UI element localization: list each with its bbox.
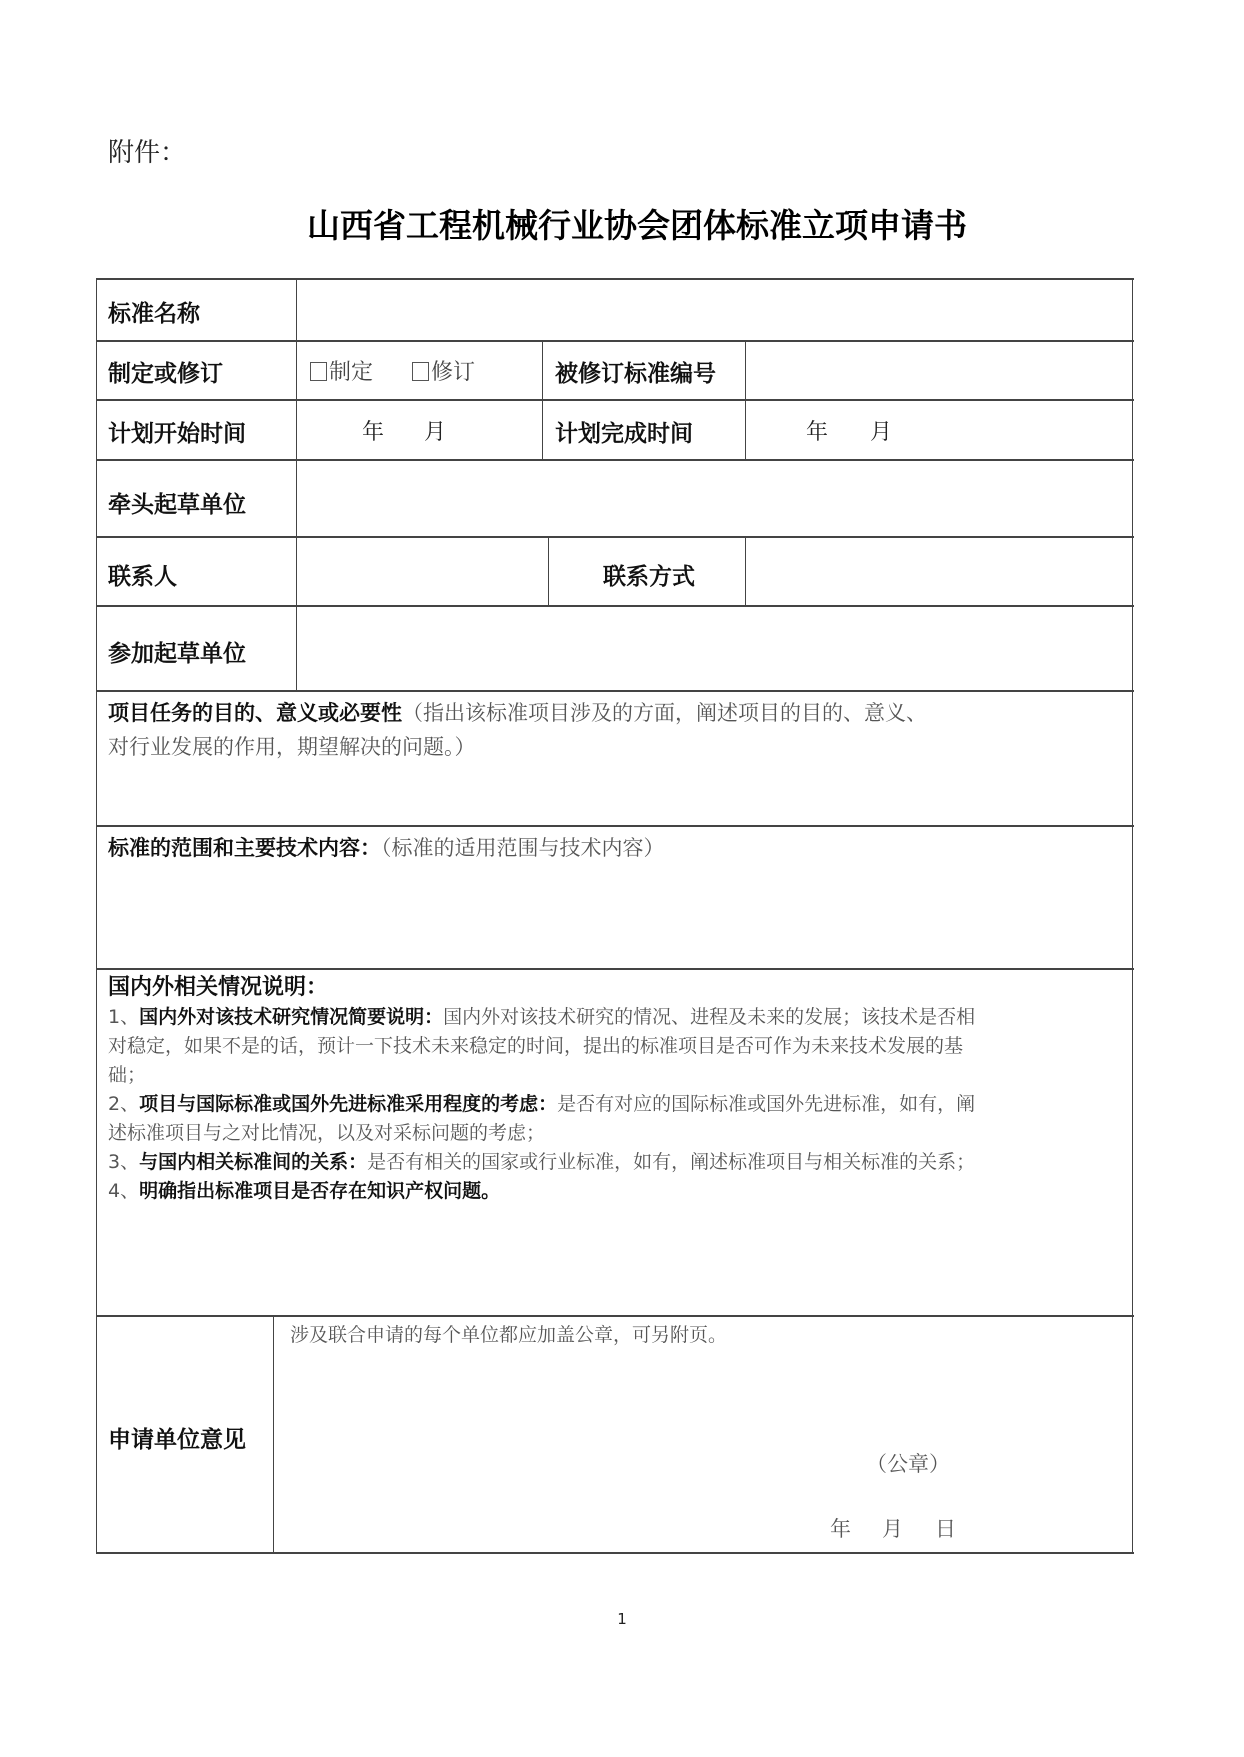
lead-unit-label: 牵头起草单位 (108, 492, 246, 518)
revised-std-no-field[interactable] (760, 355, 1120, 385)
scope-hint: （标准的适用范围与技术内容） (381, 836, 665, 860)
row-divider (96, 459, 1134, 461)
item-text: 础； (108, 1064, 147, 1086)
plan-start-label: 计划开始时间 (108, 421, 246, 447)
date-day[interactable]: 日 (935, 1517, 956, 1541)
row-divider (96, 536, 1134, 538)
row-divider (96, 690, 1134, 692)
date-year[interactable]: 年 (830, 1517, 851, 1541)
page-title (0, 200, 1244, 247)
row-divider (96, 968, 1134, 970)
scope-heading: 标准的范围和主要技术内容： (108, 836, 381, 860)
plan-start-year[interactable]: 年 (362, 420, 385, 445)
contact-person-label: 联系人 (108, 564, 177, 590)
item-bold: 项目与国际标准或国外先进标准采用程度的考虑： (139, 1093, 558, 1115)
item-bold: 国内外对该技术研究情况简要说明： (139, 1006, 444, 1028)
item-prefix: 2、 (108, 1093, 140, 1115)
item-prefix: 4、 (108, 1180, 140, 1202)
row-divider (96, 825, 1134, 827)
status-section[interactable] (108, 973, 1128, 1206)
status-item-3 (108, 1148, 1128, 1177)
row-divider (96, 605, 1134, 607)
col-divider (296, 278, 297, 690)
table-border-right (1132, 278, 1133, 1554)
purpose-hint-line1: （指出该标准项目涉及的方面，阐述项目的目的、意义、 (402, 701, 927, 725)
participating-units-label: 参加起草单位 (108, 641, 246, 667)
purpose-section[interactable] (108, 696, 1128, 764)
col-divider (745, 340, 746, 459)
table-border-left (96, 278, 97, 1554)
plan-start-month[interactable]: 月 (424, 420, 447, 445)
title-text: 山西省工程机械行业协会团体标准立项申请书 (307, 206, 967, 245)
option-revise-label: 修订 (431, 360, 476, 385)
opinion-field[interactable] (282, 1355, 1122, 1495)
plan-finish-month[interactable]: 月 (870, 420, 893, 445)
contact-method-field[interactable] (760, 548, 1120, 593)
seal-label: （公章） (866, 1452, 950, 1476)
item-prefix: 1、 (108, 1006, 140, 1028)
item-text: 是否有对应的国际标准或国外先进标准，如有，阐 (557, 1093, 976, 1115)
standard-name-field[interactable] (310, 295, 1120, 325)
option-formulate-label: 制定 (329, 360, 374, 385)
item-bold: 明确指出标准项目是否存在知识产权问题。 (139, 1180, 501, 1202)
item-prefix: 3、 (108, 1151, 140, 1173)
scope-section[interactable] (108, 831, 1128, 865)
formulate-or-revise-label: 制定或修订 (108, 361, 223, 387)
purpose-heading: 项目任务的目的、意义或必要性 (108, 701, 402, 725)
row-divider (96, 340, 1134, 342)
lead-unit-field[interactable] (310, 470, 1120, 525)
option-formulate[interactable] (310, 355, 373, 386)
item-text: 国内外对该技术研究的情况、进程及未来的发展；该技术是否相 (443, 1006, 976, 1028)
col-divider (542, 340, 543, 459)
status-heading: 国内外相关情况说明： (108, 975, 329, 1000)
status-item-1 (108, 1003, 1128, 1090)
item-bold: 与国内相关标准间的关系： (139, 1151, 368, 1173)
checkbox-revise[interactable] (412, 362, 429, 381)
option-revise[interactable] (412, 355, 475, 386)
attachment-label: 附件： (108, 138, 187, 168)
checkbox-formulate[interactable] (310, 362, 327, 381)
plan-finish-year[interactable]: 年 (806, 420, 829, 445)
opinion-label: 申请单位意见 (108, 1427, 246, 1453)
col-divider (745, 536, 746, 605)
status-item-4 (108, 1177, 1128, 1206)
row-divider (96, 1315, 1134, 1317)
row-divider (96, 399, 1134, 401)
participating-units-field[interactable] (310, 615, 1120, 680)
date-month[interactable]: 月 (882, 1517, 903, 1541)
page-number: 1 (617, 1610, 627, 1628)
item-text: 对稳定，如果不是的话，预计一下技术未来稳定的时间，提出的标准项目是否可作为未来技术发展的基 (108, 1035, 964, 1057)
opinion-note: 涉及联合申请的每个单位都应加盖公章，可另附页。 (290, 1324, 728, 1346)
plan-finish-label: 计划完成时间 (555, 421, 693, 447)
table-border-bottom (96, 1552, 1134, 1554)
col-divider (548, 536, 549, 605)
contact-person-field[interactable] (310, 548, 535, 593)
purpose-hint-line2: 对行业发展的作用，期望解决的问题。） (108, 735, 476, 759)
item-text: 是否有相关的国家或行业标准，如有，阐述标准项目与相关标准的关系； (367, 1151, 976, 1173)
col-divider (273, 1315, 274, 1553)
standard-name-label: 标准名称 (108, 301, 200, 327)
contact-method-label: 联系方式 (603, 564, 695, 590)
item-text: 述标准项目与之对比情况，以及对采标问题的考虑； (108, 1122, 546, 1144)
revised-std-no-label: 被修订标准编号 (555, 361, 716, 387)
table-border-top (96, 278, 1134, 280)
status-item-2 (108, 1090, 1128, 1148)
